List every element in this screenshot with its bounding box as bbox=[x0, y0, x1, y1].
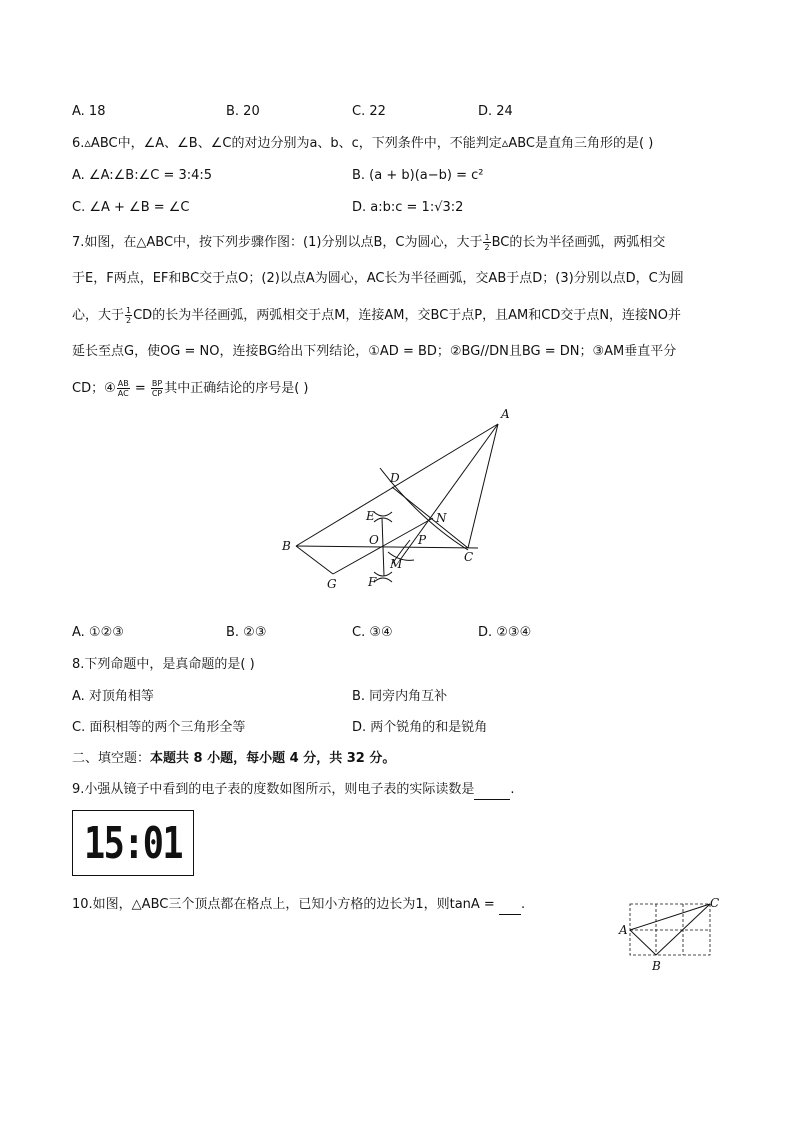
frac-num: 1 bbox=[484, 233, 490, 242]
q5-option-b: B. 20 bbox=[226, 104, 260, 119]
section-rest: 本题共 8 小题，每小题 4 分，共 32 分。 bbox=[150, 751, 396, 766]
segment-bg bbox=[296, 546, 333, 574]
frac-den: CP bbox=[151, 389, 163, 398]
q10-grid-figure bbox=[616, 894, 724, 974]
q7-line3-a: 心，大于 bbox=[72, 308, 125, 323]
q7-stem-line1 bbox=[72, 233, 665, 252]
arc-f1 bbox=[374, 572, 392, 576]
label-b: B bbox=[652, 959, 661, 973]
frac-den: 2 bbox=[126, 316, 132, 325]
q8-option-b: B. 同旁内角互补 bbox=[352, 689, 448, 704]
arc-e1 bbox=[374, 512, 392, 516]
answer-blank bbox=[499, 896, 521, 915]
q7-line5-a: CD；④ bbox=[72, 381, 116, 396]
q6-option-d: D. a:b:c = 1:√3:2 bbox=[352, 200, 464, 215]
label-c: C bbox=[464, 550, 474, 564]
q7-line1-b: BC的长为半径画弧，两弧相交 bbox=[491, 235, 666, 250]
q7-line5-eq: = bbox=[130, 381, 150, 396]
clock-reading: 15:01 bbox=[84, 817, 182, 869]
fraction-bp-cp bbox=[151, 379, 163, 398]
q7-line3-b: CD的长为半径画弧，两弧相交于点M，连接AM，交BC于点P，且AM和CD交于点N，连接NO并 bbox=[133, 308, 682, 323]
label-b: B bbox=[282, 539, 291, 553]
label-n: N bbox=[436, 511, 447, 525]
q9-end: . bbox=[510, 782, 515, 797]
q8-option-d: D. 两个锐角的和是锐角 bbox=[352, 720, 488, 735]
q5-option-c: C. 22 bbox=[352, 104, 386, 119]
q8-stem: 8.下列命题中，是真命题的是( ) bbox=[72, 657, 255, 672]
arc-e2 bbox=[374, 518, 392, 522]
q7-stem-line2: 于E，F两点，EF和BC交于点O；(2)以点A为圆心，AC长为半径画弧，交AB于点D；(3)分别以点D，C为圆 bbox=[72, 271, 684, 286]
label-a: A bbox=[619, 923, 628, 937]
q7-option-d: D. ②③④ bbox=[478, 625, 532, 640]
q8-option-c: C. 面积相等的两个三角形全等 bbox=[72, 720, 246, 735]
q7-stem-line4: 延长至点G，使OG = NO，连接BG给出下列结论，①AD = BD；②BG//DN且BG = DN；③AM垂直平分 bbox=[72, 344, 677, 359]
q6-option-c: C. ∠A + ∠B = ∠C bbox=[72, 200, 190, 215]
section-prefix: 二、填空题： bbox=[72, 751, 151, 766]
mirror-clock bbox=[72, 810, 194, 876]
frac-num: 1 bbox=[126, 306, 132, 315]
segment-og bbox=[333, 546, 383, 574]
q6-option-b: B. (a + b)(a−b) = c² bbox=[352, 168, 484, 183]
q9-stem-line bbox=[72, 781, 515, 800]
fraction-ab-ac bbox=[117, 379, 130, 398]
segment-am bbox=[400, 424, 498, 560]
frac-den: 2 bbox=[484, 243, 490, 252]
segment-ab bbox=[296, 424, 498, 546]
label-e: E bbox=[366, 509, 375, 523]
q7-option-a: A. ①②③ bbox=[72, 625, 124, 640]
frac-num: BP bbox=[151, 379, 163, 388]
q9-stem: 9.小强从镜子中看到的电子表的度数如图所示，则电子表的实际读数是 bbox=[72, 782, 475, 797]
label-f: F bbox=[368, 575, 377, 589]
segment-ab bbox=[630, 930, 656, 955]
q8-option-a: A. 对顶角相等 bbox=[72, 689, 154, 704]
q5-option-d: D. 24 bbox=[478, 104, 513, 119]
segment-ac bbox=[468, 424, 498, 548]
grid-border bbox=[630, 904, 710, 955]
fraction-half bbox=[483, 233, 490, 252]
q7-geometry-figure bbox=[270, 400, 530, 600]
q7-option-b: B. ②③ bbox=[226, 625, 267, 640]
label-a: A bbox=[501, 407, 510, 421]
label-o: O bbox=[369, 533, 379, 547]
q5-option-a: A. 18 bbox=[72, 104, 106, 119]
frac-num: AB bbox=[117, 379, 129, 388]
q10-stem: 10.如图，△ABC三个顶点都在格点上，已知小方格的边长为1，则tanA = bbox=[72, 897, 499, 912]
q10-end: . bbox=[520, 897, 526, 912]
label-m: M bbox=[390, 557, 403, 571]
q7-stem-line5 bbox=[72, 379, 308, 398]
q7-line1-a: 7.如图，在△ABC中，按下列步骤作图：(1)分别以点B，C为圆心，大于 bbox=[72, 235, 483, 250]
segment-ac bbox=[630, 904, 710, 930]
section-heading bbox=[72, 750, 395, 768]
arc-f2 bbox=[374, 578, 392, 582]
label-g: G bbox=[327, 577, 337, 591]
frac-den: AC bbox=[117, 389, 129, 398]
q7-stem-line3 bbox=[72, 306, 681, 325]
q10-stem-line bbox=[72, 896, 525, 915]
q6-stem: 6.▵ABC中，∠A、∠B、∠C的对边分别为a、b、c，下列条件中，不能判定▵ABC是直角三角形的是( ) bbox=[72, 136, 654, 151]
label-d: D bbox=[390, 471, 400, 485]
q7-line5-b: 其中正确结论的序号是( ) bbox=[164, 381, 309, 396]
q6-option-a: A. ∠A:∠B:∠C = 3:4:5 bbox=[72, 168, 213, 183]
answer-blank bbox=[474, 781, 510, 800]
fraction-half bbox=[125, 306, 132, 325]
segment-bc bbox=[296, 546, 478, 548]
label-p: P bbox=[418, 533, 427, 547]
label-c: C bbox=[710, 896, 720, 910]
q7-option-c: C. ③④ bbox=[352, 625, 393, 640]
